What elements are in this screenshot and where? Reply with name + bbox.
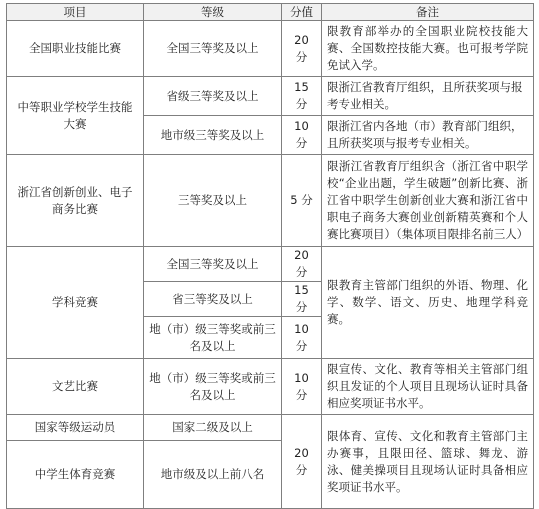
- table-row: [7, 155, 534, 247]
- project-cell: 国家等级运动员: [7, 415, 144, 441]
- level-cell: 地（市）级三等奖或前三名及以上: [144, 317, 282, 359]
- level-cell: 三等奖及以上: [144, 155, 282, 247]
- header-note: 备注: [322, 4, 534, 21]
- score-cell: 15 分: [282, 282, 322, 317]
- score-cell: 10 分: [282, 116, 322, 155]
- level-cell: 省级三等奖及以上: [144, 77, 282, 116]
- level-cell: 地市级及以上前八名: [144, 441, 282, 509]
- note-cell: 限宣传、文化、教育等相关主管部门组织且发证的个人项目且现场认证时具备相应奖项证书水平。: [322, 359, 534, 415]
- table-row: [7, 415, 534, 441]
- score-cell: 20 分: [282, 21, 322, 77]
- score-cell: 20 分: [282, 247, 322, 282]
- table-header-row: [7, 4, 534, 21]
- header-project: 项目: [7, 4, 144, 21]
- project-cell: 中学生体育竞赛: [7, 441, 144, 509]
- level-cell: 全国三等奖及以上: [144, 21, 282, 77]
- level-cell: 地（市）级三等奖或前三名及以上: [144, 359, 282, 415]
- table-row: [7, 77, 534, 116]
- score-cell: 5 分: [282, 155, 322, 247]
- project-cell: 中等职业学校学生技能大赛: [7, 77, 144, 155]
- level-cell: 国家二级及以上: [144, 415, 282, 441]
- score-cell: 10 分: [282, 359, 322, 415]
- level-cell: 省三等奖及以上: [144, 282, 282, 317]
- table-row: [7, 247, 534, 282]
- header-score: 分值: [282, 4, 322, 21]
- level-cell: 全国三等奖及以上: [144, 247, 282, 282]
- note-cell: 限教育主管部门组织的外语、物理、化学、数学、语文、历史、地理学科竞赛。: [322, 247, 534, 359]
- note-cell: 限体育、宣传、文化和教育主管部门主办赛事，且限田径、篮球、舞龙、游泳、健美操项目且现场认证时具备相应奖项证书水平。: [322, 415, 534, 509]
- project-cell: 学科竞赛: [7, 247, 144, 359]
- note-cell: 限教育部举办的全国职业院校技能大赛、全国数控技能大赛。也可报考学院免试入学。: [322, 21, 534, 77]
- project-cell: 文艺比赛: [7, 359, 144, 415]
- score-cell: 15 分: [282, 77, 322, 116]
- score-cell: 10 分: [282, 317, 322, 359]
- note-cell: 限浙江省内各地（市）教育部门组织，且所获奖项与报考专业相关。: [322, 116, 534, 155]
- scoring-table: [6, 3, 534, 509]
- table-row: [7, 359, 534, 415]
- project-cell: 浙江省创新创业、电子商务比赛: [7, 155, 144, 247]
- project-cell: 全国职业技能比赛: [7, 21, 144, 77]
- table-row: [7, 21, 534, 77]
- score-cell: 20 分: [282, 415, 322, 509]
- level-cell: 地市级三等奖及以上: [144, 116, 282, 155]
- note-cell: 限浙江省教育厅组织，且所获奖项与报考专业相关。: [322, 77, 534, 116]
- header-level: 等级: [144, 4, 282, 21]
- note-cell: 限浙江省教育厅组织含（浙江省中职学校“企业出题，学生破题”创新比赛、浙江省中职学生创新创业大赛和浙江省中职电子商务大赛创业创新精英赛和个人赛比赛项目）（集体项目限排名前三人）: [322, 155, 534, 247]
